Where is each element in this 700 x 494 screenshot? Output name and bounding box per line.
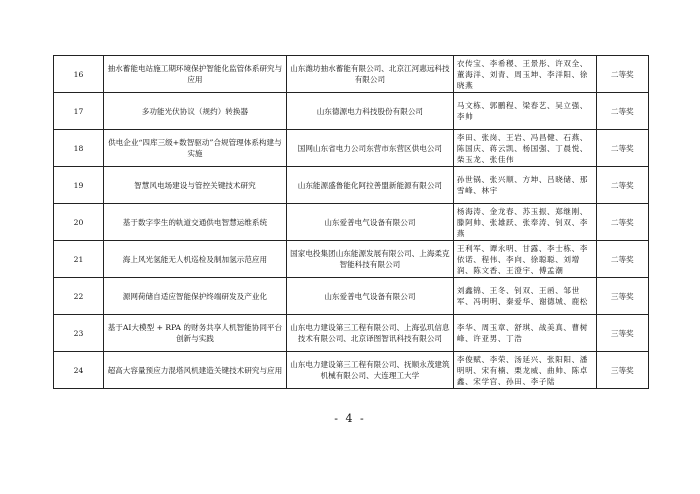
row-number-cell: 24	[54, 352, 104, 389]
project-name-cell: 智慧风电场建设与管控关键技术研究	[103, 167, 286, 204]
awards-table-body	[54, 56, 649, 389]
organization-cell: 山东德源电力科技股份有限公司	[286, 93, 453, 130]
row-number-cell: 20	[54, 204, 104, 241]
award-level-cell: 三等奖	[596, 315, 648, 352]
award-level-cell: 二等奖	[596, 167, 648, 204]
participants-cell: 李田、张岗、王岩、冯昌健、石燕、陈国庆、蒋云凯、杨国强、丁晨悦、柴玉龙、张佳伟	[453, 130, 596, 167]
project-name-cell: 供电企业“四库三级+数智驱动”合规管理体系构建与实施	[103, 130, 286, 167]
organization-cell: 山东爱普电气设备有限公司	[286, 278, 453, 315]
row-number-cell: 16	[54, 56, 104, 93]
organization-cell: 山东能源盛鲁能化阿拉善盟新能源有限公司	[286, 167, 453, 204]
project-name-cell: 多功能光伏协议（规约）转换器	[103, 93, 286, 130]
table-row	[54, 278, 649, 315]
page-number: - 4 -	[334, 412, 366, 425]
row-number-cell: 19	[54, 167, 104, 204]
award-level-cell: 三等奖	[596, 278, 648, 315]
participants-cell: 刘鑫锦、王冬、钊双、王函、邹世军、冯明明、秦爱华、谢德城、鹿松	[453, 278, 596, 315]
participants-cell: 孙世锅、张兴顺、方坤、吕晓储、那雪峰、林宇	[453, 167, 596, 204]
organization-cell: 山东潍坊抽水蓄能有限公司、北京江河惠远科技有限公司	[286, 56, 453, 93]
award-level-cell: 二等奖	[596, 241, 648, 278]
table-row	[54, 56, 649, 93]
table-row	[54, 130, 649, 167]
participants-cell: 王利军、谭永明、甘露、李士栋、李依诺、程伟、李向、徐聪聪、刘增润、陈文香、王澄宇、傅孟潮	[453, 241, 596, 278]
table-row	[54, 241, 649, 278]
award-level-cell: 三等奖	[596, 352, 648, 389]
table-row	[54, 93, 649, 130]
participants-cell: 李俊赋、李荣、汤延兴、张阳阳、潘明明、宋有楠、栗龙威、曲帅、陈卓鑫、宋学宫、孙田、李子陆	[453, 352, 596, 389]
project-name-cell: 抽水蓄能电站施工期环境保护智能化监管体系研究与应用	[103, 56, 286, 93]
participants-cell: 杨海涛、金龙春、苏玉振、郑继刚、滕阿帅、张雄跃、张奉涛、钊双、李燕	[453, 204, 596, 241]
organization-cell: 国家电投集团山东能源发展有限公司、上海柔克智能科技有限公司	[286, 241, 453, 278]
table-row	[54, 204, 649, 241]
awards-table	[53, 55, 649, 389]
project-name-cell: 超高大容量预应力混塔风机建造关键技术研究与应用	[103, 352, 286, 389]
project-name-cell: 源网荷储自适应智能保护终端研发及产业化	[103, 278, 286, 315]
award-level-cell: 二等奖	[596, 204, 648, 241]
organization-cell: 山东爱普电气设备有限公司	[286, 204, 453, 241]
row-number-cell: 21	[54, 241, 104, 278]
table-row	[54, 352, 649, 389]
award-level-cell: 二等奖	[596, 93, 648, 130]
participants-cell: 马文栋、郭鹏程、梁春艺、吴立强、李帅	[453, 93, 596, 130]
table-row	[54, 167, 649, 204]
row-number-cell: 17	[54, 93, 104, 130]
participants-cell: 李华、周玉章、舒琪、战美真、曹树峰、许亚男、丁浩	[453, 315, 596, 352]
award-level-cell: 二等奖	[596, 56, 648, 93]
project-name-cell: 基于数字孪生的轨道交通供电智慧运维系统	[103, 204, 286, 241]
project-name-cell: 海上风光氢能无人机巡检及制加氢示范应用	[103, 241, 286, 278]
project-name-cell: 基于AI大模型 + RPA 的财务共享人机智能协同平台创新与实践	[103, 315, 286, 352]
table-row	[54, 315, 649, 352]
organization-cell: 山东电力建设第三工程有限公司、上海弘玑信息技术有限公司、北京译图智讯科技有限公司	[286, 315, 453, 352]
row-number-cell: 18	[54, 130, 104, 167]
participants-cell: 衣传宝、李希稷、王景彤、许双全、董海洋、刘青、周玉坤、李洋阳、徐晓燕	[453, 56, 596, 93]
row-number-cell: 23	[54, 315, 104, 352]
award-level-cell: 二等奖	[596, 130, 648, 167]
row-number-cell: 22	[54, 278, 104, 315]
organization-cell: 山东电力建设第三工程有限公司、抚顺永茂建筑机械有限公司、大连理工大学	[286, 352, 453, 389]
organization-cell: 国网山东省电力公司东营市东营区供电公司	[286, 130, 453, 167]
